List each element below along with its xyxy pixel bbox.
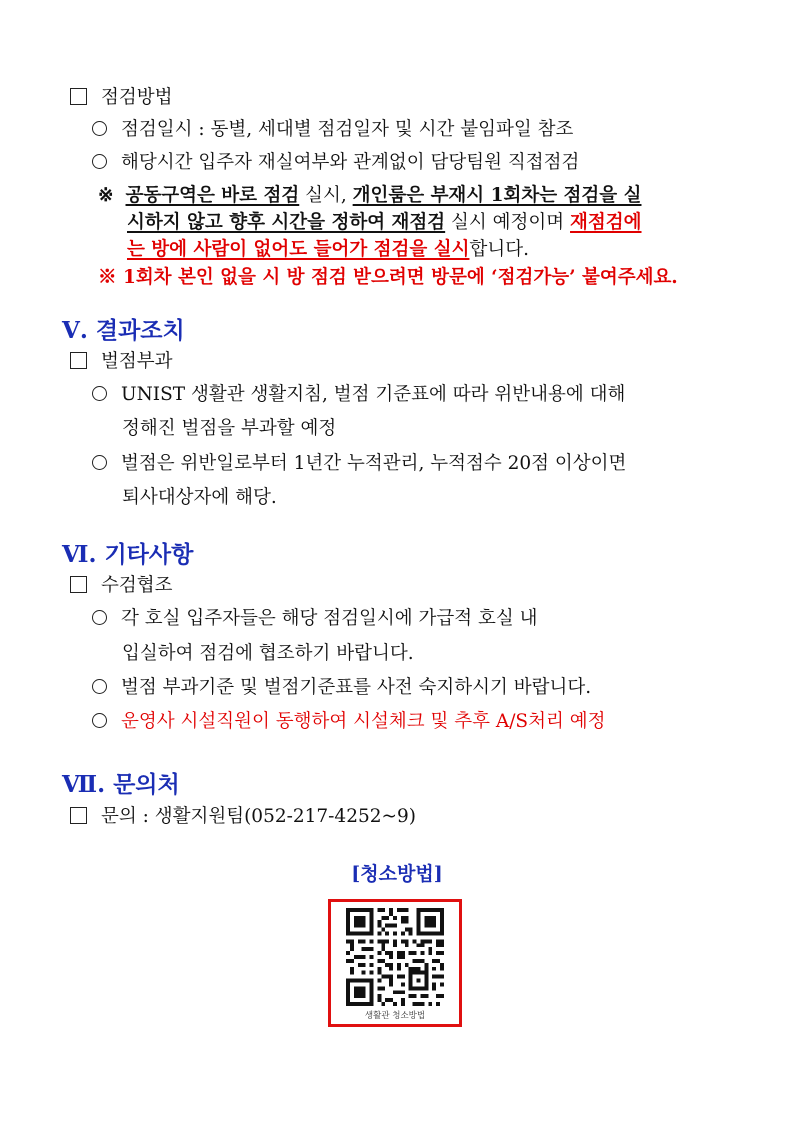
result-item-2: 벌점은 위반일로부터 1년간 누적관리, 누적점수 20점 이상이면 bbox=[92, 452, 626, 476]
contact-item: 문의 : 생활지원팀(052-217-4252~9) bbox=[70, 805, 416, 829]
circle-bullet-icon bbox=[92, 121, 107, 136]
etc-item-3: 운영사 시설직원이 동행하여 시설체크 및 추후 A/S처리 예정 bbox=[92, 710, 605, 734]
reference-mark: ※ bbox=[98, 185, 114, 206]
result-item-1: UNIST 생활관 생활지침, 벌점 기준표에 따라 위반내용에 대해 bbox=[92, 383, 736, 407]
result-item-1-cont: 정해진 벌점을 부과할 예정 bbox=[122, 418, 337, 439]
section-heading-etc: Ⅵ. 기타사항 bbox=[62, 541, 194, 568]
circle-bullet-icon bbox=[92, 713, 107, 728]
circle-bullet-icon bbox=[92, 679, 107, 694]
result-item-2-cont: 퇴사대상자에 해당. bbox=[122, 487, 277, 508]
section-heading-result: Ⅴ. 결과조치 bbox=[62, 317, 185, 344]
square-bullet-icon bbox=[70, 807, 87, 824]
method-item-1: 점검일시 : 동별, 세대별 점검일자 및 시간 붙임파일 참조 bbox=[92, 118, 573, 142]
circle-bullet-icon bbox=[92, 386, 107, 401]
etc-title: 수검협조 bbox=[70, 574, 172, 598]
qr-code-frame[interactable] bbox=[328, 899, 462, 1027]
circle-bullet-icon bbox=[92, 455, 107, 470]
method-note-line-1: ※ 공동구역은 바로 점검 실시, 개인룸은 부재시 1회차는 점검을 실 bbox=[98, 185, 642, 206]
qr-code-icon bbox=[340, 908, 450, 1006]
method-note-line-2: 시하지 않고 향후 시간을 정하여 재점검 실시 예정이며 재점검에 bbox=[127, 212, 642, 233]
etc-item-1: 각 호실 입주자들은 해당 점검일시에 가급적 호실 내 bbox=[92, 607, 537, 631]
method-item-2: 해당시간 입주자 재실여부와 관계없이 담당팀원 직접점검 bbox=[92, 151, 579, 175]
circle-bullet-icon bbox=[92, 610, 107, 625]
square-bullet-icon bbox=[70, 88, 87, 105]
method-title: 점검방법 bbox=[70, 86, 172, 110]
method-warning: ※ 1회차 본인 없을 시 방 점검 받으려면 방문에 ‘점검가능’ 붙여주세요. bbox=[98, 267, 678, 288]
qr-caption: 생활관 청소방법 bbox=[364, 1011, 426, 1021]
circle-bullet-icon bbox=[92, 154, 107, 169]
qr-title: [청소방법] bbox=[351, 863, 443, 885]
etc-item-1-cont: 입실하여 점검에 협조하기 바랍니다. bbox=[122, 643, 414, 664]
method-note-line-3: 는 방에 사람이 없어도 들어가 점검을 실시합니다. bbox=[127, 239, 529, 260]
etc-item-2: 벌점 부과기준 및 벌점기준표를 사전 숙지하시기 바랍니다. bbox=[92, 676, 591, 700]
square-bullet-icon bbox=[70, 352, 87, 369]
section-heading-contact: Ⅶ. 문의처 bbox=[62, 771, 180, 798]
result-title: 벌점부과 bbox=[70, 350, 172, 374]
square-bullet-icon bbox=[70, 576, 87, 593]
